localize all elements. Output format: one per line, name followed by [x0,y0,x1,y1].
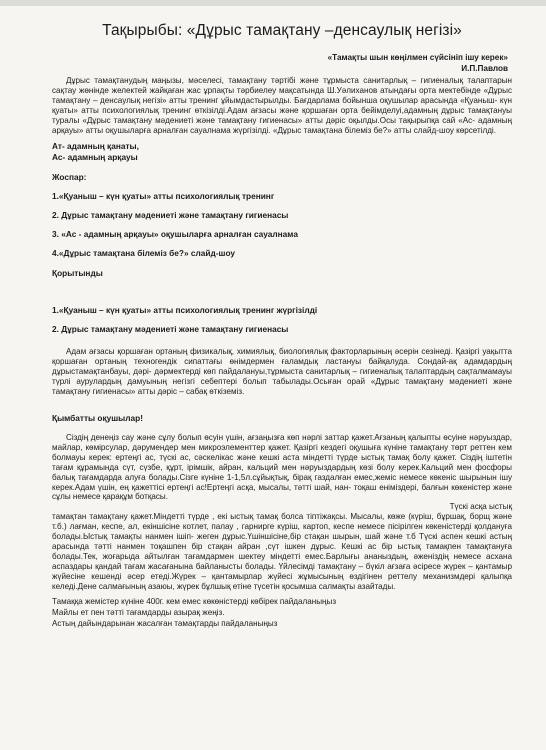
proverb [52,141,512,163]
nutrition-paragraph-1: Сіздің денеңіз сау және сұлу болып өсуін үшін, ағзаңызға көп нәрлі заттар қажет.Ағзаның қалыпты өсуіне нәруыздар, майлар, көмірсулар, дәрумендер мен микроэлементтер қажет. Қазіргі кездегі оқушыға күніне тамақтану төрт реттен кем болмауы керек: ертеңгі ас, түскі ас, сәскелікас және кешкі аста міндетті түрде ыстық тамақ болу қажет. Сіздің іштетін тағам құрамында сүт, сүзбе, құрт, ірімшік, айран, кальций мен нәруыздардың көзі болу керек.Кальций мен фосфоры балық тағамдарда алуға болады.Сізге күніне 1-1,5л.сұйықтық, бірақ газдалған емес,жеміс немесе көкеніс шырынын ішу керек.Адам үшін, ең қажеттісі ертеңгі ас!Ертеңгі асқа, мысалы, тәтті шай, нан- тоқаш еніміздері, балғын көкеністер және сұлы немесе қарақұм ботқасы. [52,432,512,502]
progress-item: 1.«Қуаныш – күн қуаты» атты психологиялық тренинг жүргізілді [52,305,318,316]
greeting: Қымбатты оқушылар! [52,412,143,423]
nutrition-paragraph-lead: Түскі асқа ыстық [449,502,512,512]
plan-item: 2. Дұрыс тамақтану мәдениеті және тамақтану гигиенасы [52,210,289,221]
nutrition-paragraph-2: тамақтан тамақтану қажет.Міндетті түрде , екі ыстық тамақ болса тіптіжақсы. Мысалы, көже (күріш, бұршақ, борщ және т.б.) лағман, кеспе, ал, екіншісіне котлет, палау , гарнирге күріш, картоп, кеспе немесе пісірілген көкеністерді қолдануға болады.Ыстық тамақты нанмен ішіп- жеген дұрыс.Үшіншісіне,бір стақан шырын, шай және т.б Түскі аспен кешкі астың арасында тәтті нанмен тоқашпен бір стақан айран ,сүт ішкен дұрыс. Кешкі ас бір ыстық тамақпен тамақтануға болады.Тек, жоғарыда айтылған тағамдармен шектеу міндетті емес.Барлығы ананыздың, әженіздің немесе асхана аспаздары қандай тағам жасағанына байланысты болады. Үйлесімді тамақтану – бүкіл ағзаға әсіресе жүрек – қантамыр жүйесіне кешенді әсер етеді.Жүрек – қантамырлар жүйесі жұмысының өздігінен реттелу механизмдері қалыпқа келеді.Дене салмағының азаюы, жүрек бұлшық етіне түсетін қосымша салмақты азайтады. [52,512,512,591]
lecture-paragraph: Адам ағзасы қоршаған ортаның физикалық, химиялық, биологиялық факторларының әсерін сезінеді. Қазіргі уақытта қоршаған ортаның техногендік сипаттағы өнімдермен ғаламдық ластануы байқалуда. Сондай-ақ адамдардың дұрыстамақтанбауы, дәрі- дәрмектерді көп пайдалануы,тұрмыста санитарлық – гигиеналық талаптардың сақталмамауы түрлі аурулардың дамуының негізгі себептері болып табылады.Осыған орай «Дұрыс тамақтану мәдениеті және тамақтану гигиенасы» атты дәріс – сабақ өткіземіз. [52,347,512,397]
progress-item: 2. Дұрыс тамақтану мәдениеті және тамақтану гигиенасы [52,324,289,335]
intro-paragraph: Дұрыс тамақтанудың маңызы, мәселесі, тамақтану тәртібі және тұрмыста санитарлық – гигиеналық талаптарын сақтау жөнінде желектей жайқаған жас ұрпақты тәрбиелеу мақсатында Ш.Уәлиханов атындағы орта мектебінде «Дұрыс тамақтану – денсаулық негізі» атты тренинг ұйымдастырылды. Бағдарлама бойынша оқушылар арасында «Қуаныш- күн қуаты» атты психологиялық тренинг өткізілді.Адам ағзасы және қоршаған орта бейімделуі,адамның дұрыс тамақтануы туралы «Дұрыс тамақтану мәдениеті және тамақтану гигиенасы» атты дәріс оқылды.Осы тақырыпқа сай «Ас- адамның арқауы» атты оқушыларға арналған сауалнама жүргізілді. «Дұрыс тамақтана білеміз бе?» атты слайд-шоу көрсетілді. [52,76,512,135]
plan-list [52,191,512,259]
epigraph-author: И.П.Павлов [461,64,508,73]
proverb-line-2: Ас- адамның арқауы [52,152,138,163]
progress-heading: Қорытынды [52,268,103,279]
recommendation-line: Майлы ет пен тәтті тағамдарды азырақ жеңіз. [52,608,225,618]
recommendation-line: Тамаққа жемістер күніне 400г. кем емес көкөністерді көбірек пайдаланыңыз [52,597,337,607]
plan-item: 1.«Қуаныш – күн қуаты» атты психологиялық тренинг [52,191,275,202]
epigraph-quote: «Тамақты шын көңілмен сүйсініп ішу керек» [327,53,508,62]
recommendations [52,597,512,629]
progress-list [52,305,512,335]
scan-edge [0,0,546,6]
proverb-line-1: Ат- адамның қанаты, [52,141,139,152]
page-title: Тақырыбы: «Дұрыс тамақтану –денсаулық негізі» [102,22,462,39]
epigraph [52,52,508,74]
plan-item: 3. «Ас - адамның арқауы» оқушыларға арналған сауалнама [52,229,298,240]
plan-item: 4.«Дұрыс тамақтана білеміз бе?» слайд-шоу [52,248,236,259]
plan-heading: Жоспар: [52,172,87,183]
recommendation-line: Астың дайындарынан жасалған тамақтарды пайдаланыңыз [52,619,278,629]
